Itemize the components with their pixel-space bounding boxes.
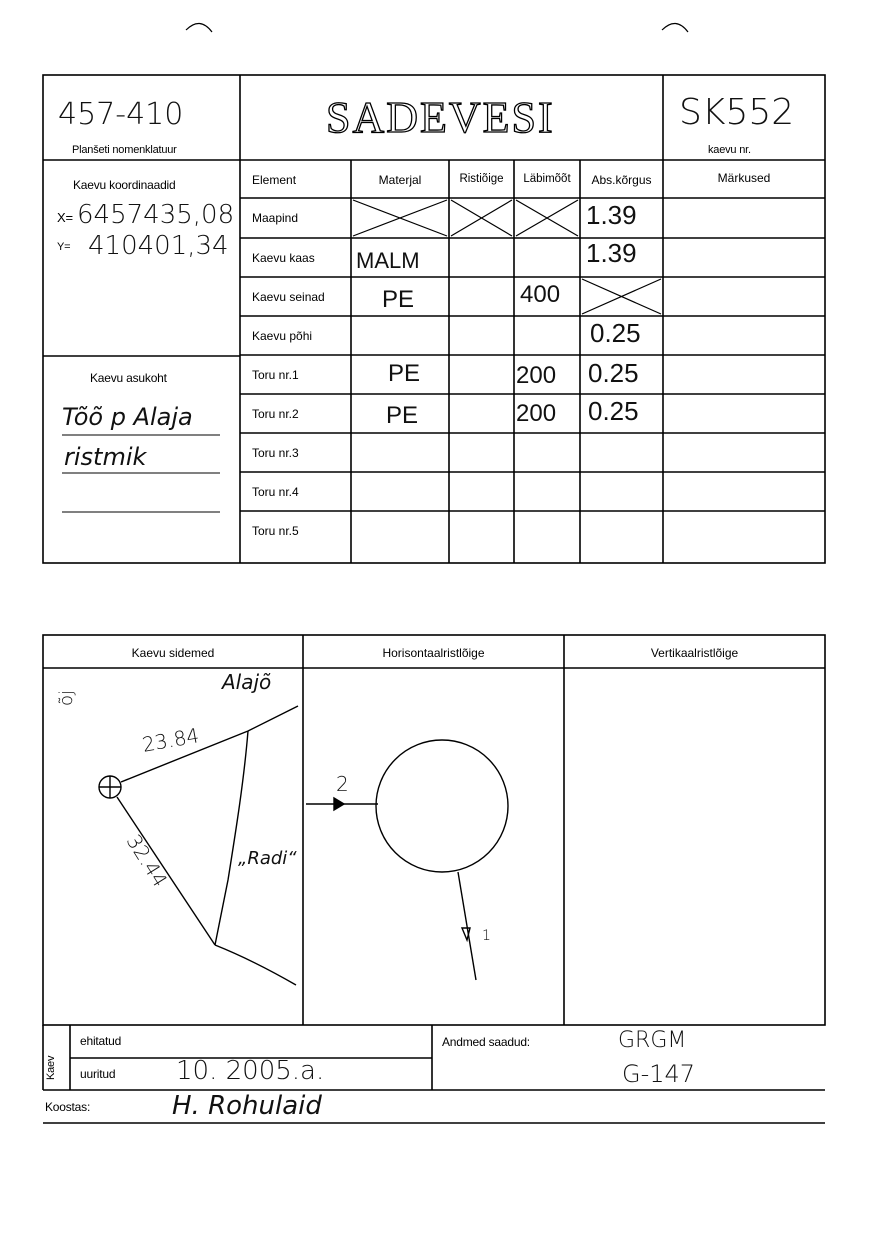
dimension-label-2: 32.44	[121, 830, 173, 892]
location-line-1: Tõõ p Alaja	[62, 403, 193, 431]
measured-label: uuritud	[80, 1067, 116, 1081]
row-abs: 0.25	[588, 396, 639, 426]
street-edge-right	[215, 731, 248, 945]
footer-side-label: Kaev	[45, 1055, 57, 1080]
source-label: Andmed saadud:	[442, 1035, 530, 1049]
row-diameter: 400	[520, 281, 561, 308]
row-element: Toru nr.3	[252, 446, 299, 460]
row-element: Maapind	[252, 211, 299, 225]
street-edge-bottom	[215, 945, 296, 985]
coord-y-value: 410401,34	[88, 231, 229, 261]
row-abs: 0.25	[588, 358, 639, 388]
sketch-col3-label: Vertikaalristlõige	[650, 646, 739, 660]
page-title: SADEVESI	[326, 93, 555, 142]
well-circle	[376, 740, 508, 872]
col-header-cross: Ristiõige	[459, 173, 504, 185]
north-mark: õj	[56, 689, 77, 706]
col-header-diameter: Läbimõõt	[523, 173, 571, 185]
col-header-element: Element	[252, 173, 297, 187]
dimension-label-1: 23.84	[140, 723, 201, 757]
row-diameter: 200	[516, 400, 557, 427]
row-element: Kaevu seinad	[252, 290, 325, 304]
coord-x-prefix: X=	[57, 210, 73, 225]
source-value-2: G-147	[622, 1060, 696, 1088]
author-label: Koostas:	[45, 1100, 91, 1114]
pipe-in-arrow	[334, 798, 344, 810]
plan-label: Planšeti nomenklatuur	[72, 144, 177, 156]
row-material: MALM	[356, 248, 420, 273]
col-header-notes: Märkused	[717, 171, 771, 185]
row-element: Kaevu põhi	[252, 329, 313, 343]
row-element: Toru nr.1	[252, 368, 299, 382]
punch-mark-left	[186, 23, 212, 32]
street-label-right: „Radi“	[238, 848, 297, 869]
street-edge-top	[248, 706, 298, 731]
row-element: Toru nr.5	[252, 524, 299, 538]
well-label: kaevu nr.	[708, 144, 751, 156]
row-abs: 1.39	[586, 200, 637, 230]
sketch-col1-label: Kaevu sidemed	[131, 646, 215, 660]
row-element: Toru nr.2	[252, 407, 299, 421]
street-label-top: Alajõ	[222, 670, 272, 694]
location-label: Kaevu asukoht	[90, 371, 167, 385]
pipe-in-label: 2	[336, 772, 349, 796]
built-label: ehitatud	[80, 1034, 122, 1048]
plan-number: 457-410	[58, 97, 184, 132]
source-value-1: GRGM	[618, 1028, 687, 1053]
pipe-out-label: 1	[482, 928, 491, 944]
location-line-2: ristmik	[64, 443, 147, 471]
row-abs: 0.25	[590, 318, 641, 348]
well-number: SK552	[679, 92, 795, 133]
col-header-material: Materjal	[378, 173, 422, 187]
coord-x-value: 6457435,08	[77, 200, 235, 230]
sketch-col2-label: Horisontaalristlõige	[382, 646, 485, 660]
punch-mark-right	[662, 23, 688, 32]
row-material: PE	[388, 360, 421, 387]
row-material: PE	[382, 286, 415, 313]
row-material: PE	[386, 402, 419, 429]
pipe-out-line	[458, 872, 476, 980]
coords-label: Kaevu koordinaadid	[73, 178, 176, 192]
row-element: Kaevu kaas	[252, 251, 315, 265]
row-element: Toru nr.4	[252, 485, 299, 499]
row-abs: 1.39	[586, 238, 637, 268]
measured-value: 10. 2005.a.	[176, 1056, 325, 1086]
col-header-abs: Abs.kõrgus	[591, 173, 652, 187]
coord-y-prefix: Y=	[57, 241, 71, 253]
row-diameter: 200	[516, 362, 557, 389]
author-value: H. Rohulaid	[172, 1091, 322, 1121]
